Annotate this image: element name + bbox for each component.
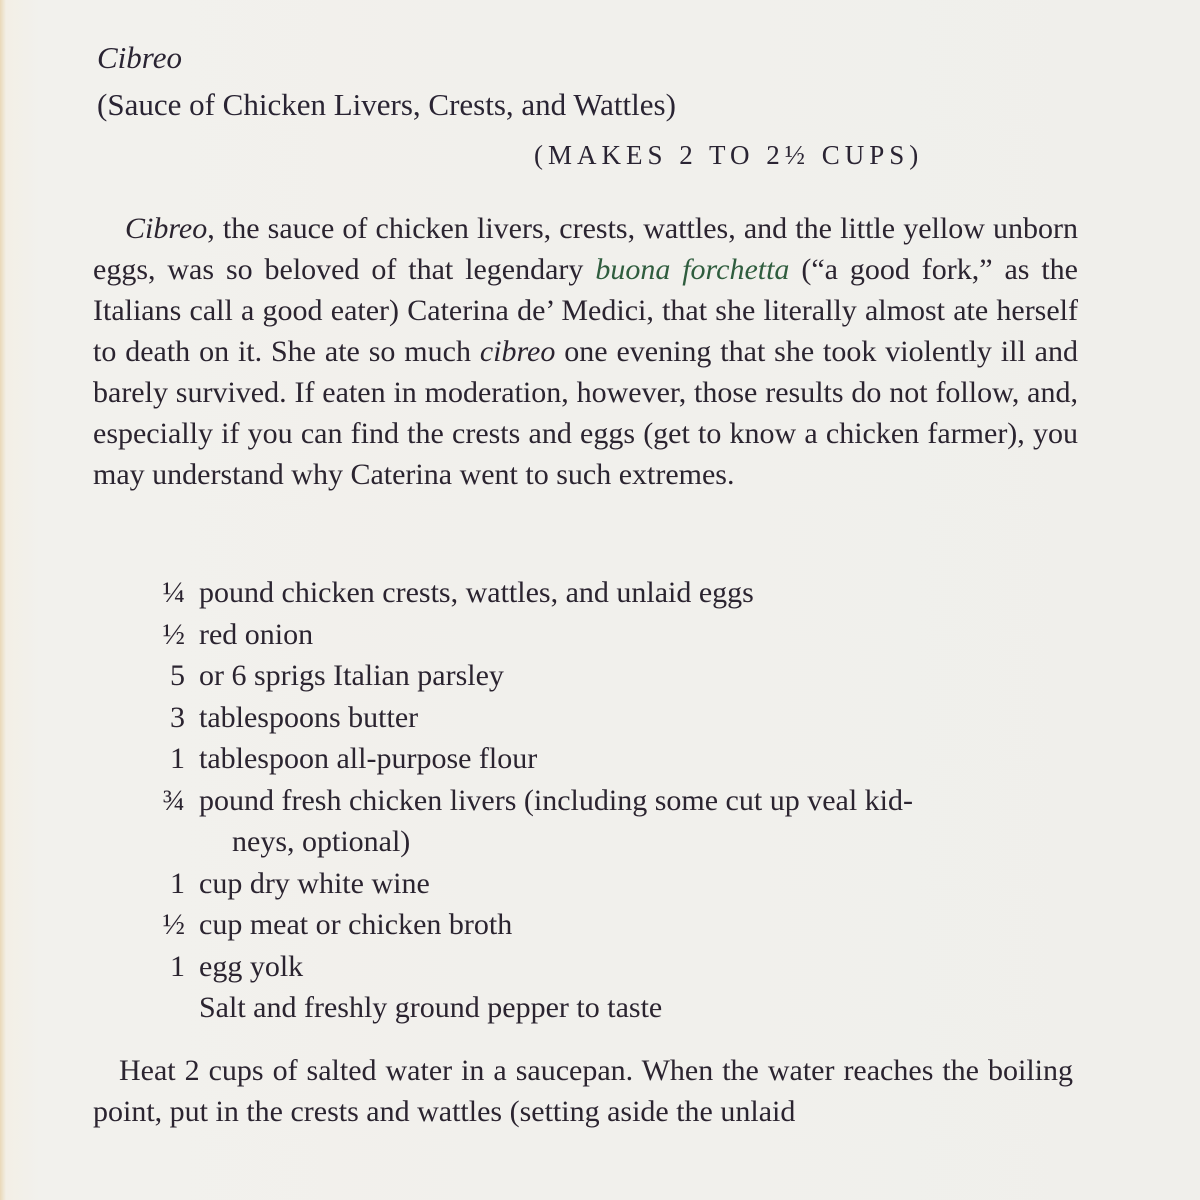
ingredient-text: pound chicken crests, wattles, and unlaid eggs [199,576,754,609]
ingredient-item [140,863,1090,905]
recipe-title: Cibreo [97,40,182,75]
ingredient-qty [140,987,199,1029]
ingredient-text: tablespoons butter [199,700,419,734]
ingredient-text: cup dry white wine [199,866,430,900]
ingredient-text: or 6 sprigs Italian parsley [199,659,504,692]
ingredient-item [140,697,1090,739]
ingredient-qty: 5 [170,659,185,692]
intro-italic-phrase: buona forchetta [595,253,790,286]
ingredient-item [140,780,1090,822]
ingredient-continuation [140,821,1090,863]
ingredient-text: red onion [199,617,314,651]
ingredient-list [140,572,1090,1029]
ingredient-item [140,946,1090,988]
ingredient-text: egg yolk [199,949,304,983]
ingredient-text: pound fresh chicken livers (including some cut up veal kid- [199,783,913,817]
method-text: Heat 2 cups of salted water in a saucepan. When the water reaches the boiling point, put in the crests and wattles (setting aside the unlaid [93,1054,1073,1128]
ingredient-qty: ¾ [162,783,185,817]
ingredient-item [140,614,1090,656]
ingredient-item [140,904,1090,946]
ingredient-item [140,987,1090,1029]
ingredient-qty: ½ [162,617,185,651]
ingredient-item [140,572,1090,614]
ingredient-qty [140,821,199,863]
ingredient-qty: ½ [162,908,185,941]
ingredient-text: neys, optional) [232,825,411,858]
intro-text: (“a good fork,” as the Italians call a good eater) Caterina de’ Medici, that she literally almost ate herself to death on it. She ate so much [93,253,1078,368]
ingredient-qty: 1 [170,949,185,983]
ingredient-text: Salt and freshly ground pepper to taste [199,991,663,1024]
ingredient-item [140,655,1090,697]
ingredient-qty: 3 [170,700,185,734]
ingredient-qty: ¼ [162,576,185,609]
intro-italic-term: cibreo [479,335,556,368]
ingredient-text: tablespoon all-purpose flour [199,742,538,775]
ingredient-item [140,738,1090,780]
recipe-subtitle: (Sauce of Chicken Livers, Crests, and Wattles) [97,87,676,122]
ingredient-qty: 1 [170,866,185,900]
method-paragraph [93,1050,1073,1132]
recipe-yield: (MAKES 2 TO 2½ CUPS) [534,140,924,170]
ingredient-qty: 1 [170,742,185,775]
intro-text: one evening that she took violently ill and barely survived. If eaten in moderation, however, those results do not follow, and, especially if you can find the crests and eggs (get to know a chicken farmer), you may understand why Caterina went to such extremes. [93,335,1078,491]
intro-text: , the sauce of chicken livers, crests, wattles, and the little yellow unborn eggs, was so beloved of that legendary [93,212,1078,286]
intro-paragraph [93,208,1078,495]
ingredient-text: cup meat or chicken broth [199,908,513,941]
intro-italic-term: Cibreo [125,212,208,245]
